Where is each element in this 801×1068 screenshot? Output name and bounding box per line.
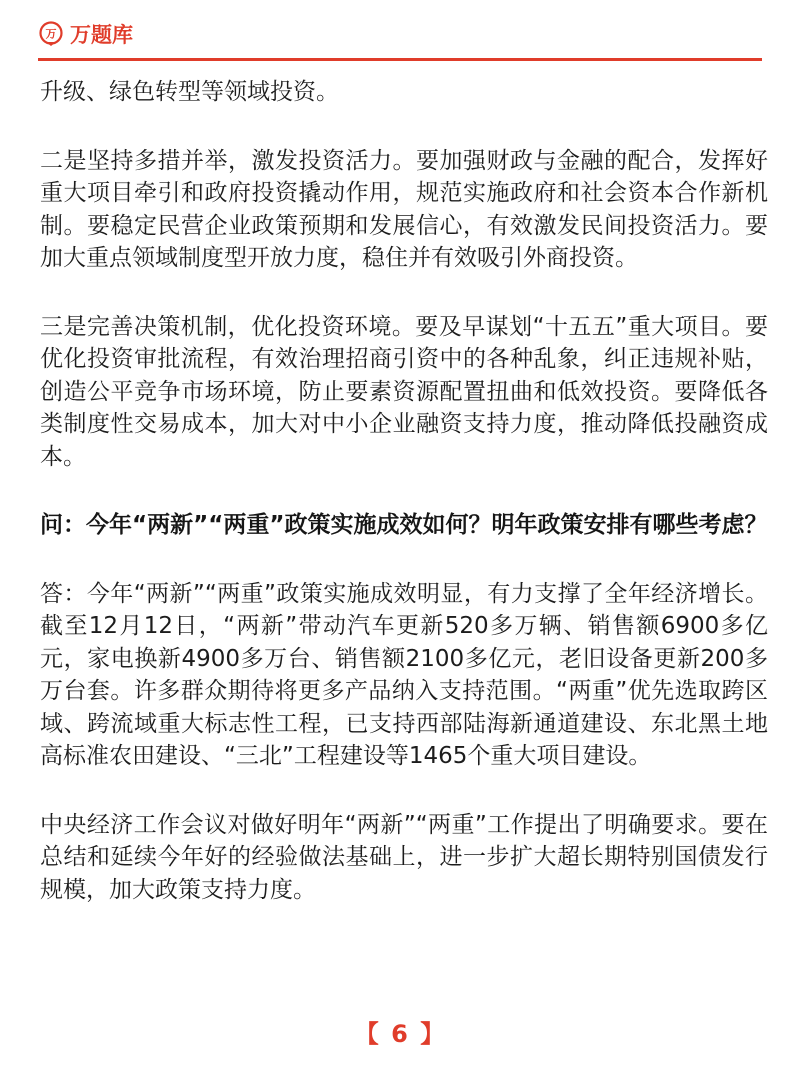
brand-name: 万题库 bbox=[70, 23, 133, 47]
page-number: 【 6 】 bbox=[354, 1020, 447, 1048]
paragraph-point-three: 三是完善决策机制，优化投资环境。要及早谋划“十五五”重大项目。要优化投资审批流程，有效治理招商引资中的各种乱象，纠正违规补贴，创造公平竞争市场环境，防止要素资源配置扭曲和低效投资。要降低各类制度性交易成本，加大对中小企业融资支持力度，推动降低投融资成本。 bbox=[40, 313, 768, 470]
paragraph-conference: 中央经济工作会议对做好明年“两新”“两重”工作提出了明确要求。要在总结和延续今年好的经验做法基础上，进一步扩大超长期特别国债发行规模，加大政策支持力度。 bbox=[40, 811, 768, 903]
header bbox=[38, 14, 133, 54]
answer-paragraph: 答：今年“两新”“两重”政策实施成效明显，有力支撑了全年经济增长。截至12月12日，“两新”带动汽车更新520多万辆、销售额6900多亿元，家电换新4900多万台、销售额2100多亿元，老旧设备更新200多万台套。许多群众期待将更多产品纳入支持范围。“两重”优先选取跨区域、跨流域重大标志性工程，已支持西部陆海新通道建设、东北黑土地高标准农田建设、“三北”工程建设等1465个重大项目建设。 bbox=[40, 580, 768, 769]
paragraph-continuation: 升级、绿色转型等领域投资。 bbox=[40, 79, 339, 105]
logo-glyph: 万 bbox=[45, 27, 57, 41]
question-heading: 问：今年“两新”“两重”政策实施成效如何？明年政策安排有哪些考虑？ bbox=[40, 512, 768, 538]
logo-icon bbox=[38, 21, 64, 47]
paragraph-point-two: 二是坚持多措并举，激发投资活力。要加强财政与金融的配合，发挥好重大项目牵引和政府投资撬动作用，规范实施政府和社会资本合作新机制。要稳定民营企业政策预期和发展信心，有效激发民间投资活力。要加大重点领域制度型开放力度，稳住并有效吸引外商投资。 bbox=[40, 147, 768, 271]
document-body bbox=[40, 76, 768, 942]
header-divider bbox=[38, 58, 762, 61]
